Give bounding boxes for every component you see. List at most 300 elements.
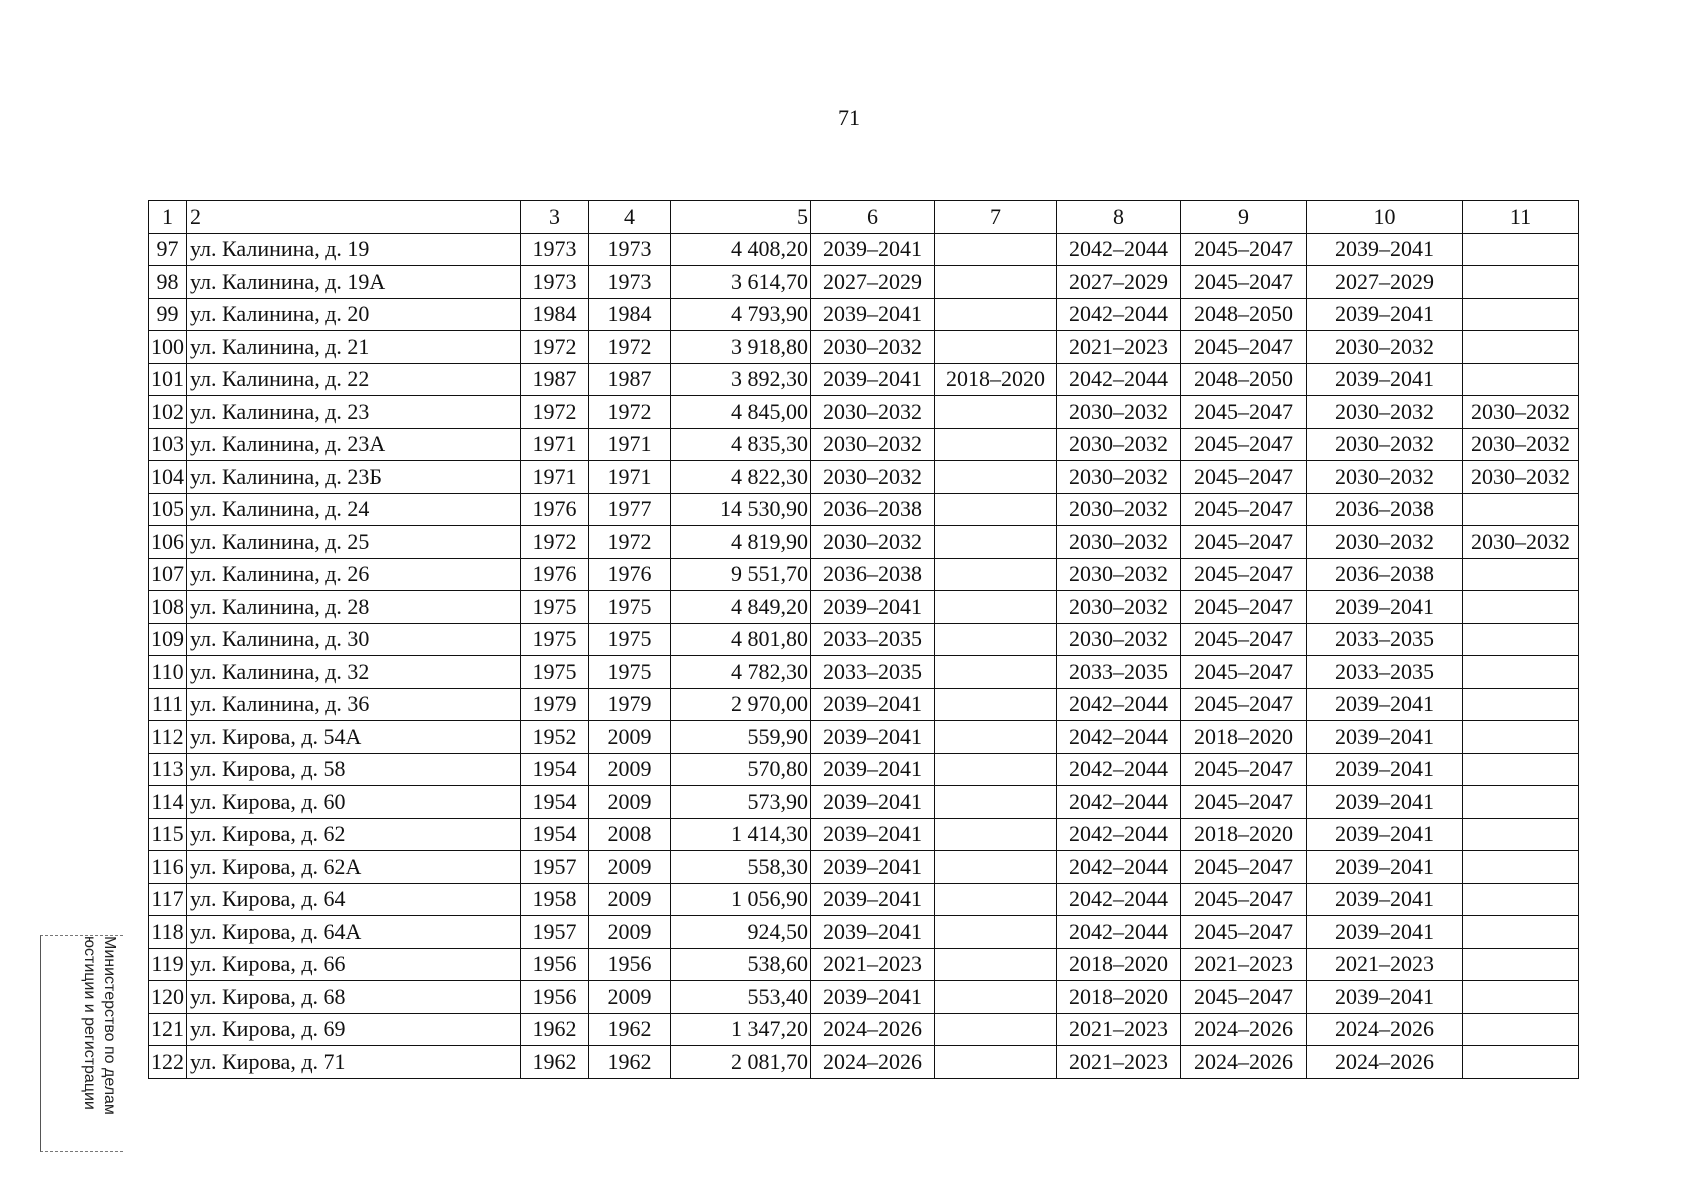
table-cell-col-11: 2030–2032 [1463, 526, 1579, 559]
column-header-6: 6 [811, 201, 935, 234]
table-cell-col-4: 2009 [589, 721, 671, 754]
table-cell-col-8: 2042–2044 [1057, 753, 1181, 786]
table-cell-col-2: ул. Кирова, д. 68 [187, 981, 521, 1014]
stamp-line: юстиции и регистрации [81, 936, 98, 1110]
table-cell-col-11 [1463, 688, 1579, 721]
table-cell-col-9: 2048–2050 [1181, 363, 1307, 396]
table-cell-col-10: 2033–2035 [1307, 623, 1463, 656]
table-cell-col-11 [1463, 786, 1579, 819]
table-cell-col-10: 2039–2041 [1307, 753, 1463, 786]
table-cell-col-11 [1463, 1046, 1579, 1079]
table-cell-col-8: 2042–2044 [1057, 688, 1181, 721]
table-cell-col-1: 107 [149, 558, 187, 591]
table-cell-col-9: 2045–2047 [1181, 623, 1307, 656]
table-cell-col-10: 2030–2032 [1307, 396, 1463, 429]
table-cell-col-1: 122 [149, 1046, 187, 1079]
table-cell-col-2: ул. Калинина, д. 23 [187, 396, 521, 429]
table-cell-col-3: 1958 [521, 883, 589, 916]
table-cell-col-7 [935, 558, 1057, 591]
table-cell-col-11 [1463, 298, 1579, 331]
table-cell-col-1: 106 [149, 526, 187, 559]
table-cell-col-5: 4 782,30 [671, 656, 811, 689]
table-cell-col-3: 1957 [521, 851, 589, 884]
table-cell-col-6: 2039–2041 [811, 916, 935, 949]
table-cell-col-5: 924,50 [671, 916, 811, 949]
table-cell-col-11 [1463, 883, 1579, 916]
table-cell-col-5: 558,30 [671, 851, 811, 884]
table-cell-col-1: 109 [149, 623, 187, 656]
table-row [149, 591, 1579, 624]
table-cell-col-9: 2048–2050 [1181, 298, 1307, 331]
table-cell-col-2: ул. Калинина, д. 21 [187, 331, 521, 364]
table-cell-col-2: ул. Кирова, д. 64 [187, 883, 521, 916]
table-cell-col-11 [1463, 753, 1579, 786]
table-cell-col-1: 103 [149, 428, 187, 461]
table-cell-col-10: 2039–2041 [1307, 786, 1463, 819]
table-cell-col-1: 97 [149, 233, 187, 266]
table-cell-col-10: 2039–2041 [1307, 883, 1463, 916]
table-cell-col-3: 1979 [521, 688, 589, 721]
table-cell-col-10: 2039–2041 [1307, 363, 1463, 396]
table-cell-col-11 [1463, 266, 1579, 299]
table-cell-col-1: 113 [149, 753, 187, 786]
table-cell-col-8: 2030–2032 [1057, 396, 1181, 429]
table-cell-col-2: ул. Калинина, д. 25 [187, 526, 521, 559]
table-cell-col-1: 105 [149, 493, 187, 526]
table-cell-col-2: ул. Кирова, д. 60 [187, 786, 521, 819]
table-cell-col-3: 1973 [521, 266, 589, 299]
table-cell-col-1: 120 [149, 981, 187, 1014]
table-cell-col-8: 2042–2044 [1057, 916, 1181, 949]
table-cell-col-5: 4 822,30 [671, 461, 811, 494]
table-cell-col-10: 2036–2038 [1307, 558, 1463, 591]
table-cell-col-9: 2045–2047 [1181, 851, 1307, 884]
table-cell-col-5: 4 801,80 [671, 623, 811, 656]
table-cell-col-6: 2030–2032 [811, 461, 935, 494]
table-cell-col-11 [1463, 558, 1579, 591]
table-cell-col-5: 1 056,90 [671, 883, 811, 916]
table-row [149, 786, 1579, 819]
table-cell-col-6: 2033–2035 [811, 656, 935, 689]
table-container [148, 200, 1579, 1079]
table-cell-col-9: 2045–2047 [1181, 591, 1307, 624]
table-cell-col-9: 2018–2020 [1181, 721, 1307, 754]
table-cell-col-11: 2030–2032 [1463, 461, 1579, 494]
table-cell-col-4: 1972 [589, 331, 671, 364]
table-cell-col-10: 2039–2041 [1307, 916, 1463, 949]
column-header-9: 9 [1181, 201, 1307, 234]
table-cell-col-8: 2030–2032 [1057, 526, 1181, 559]
table-cell-col-3: 1984 [521, 298, 589, 331]
table-cell-col-6: 2039–2041 [811, 688, 935, 721]
column-header-4: 4 [589, 201, 671, 234]
table-cell-col-7 [935, 688, 1057, 721]
table-cell-col-6: 2033–2035 [811, 623, 935, 656]
table-cell-col-10: 2039–2041 [1307, 298, 1463, 331]
table-cell-col-9: 2045–2047 [1181, 428, 1307, 461]
table-cell-col-7 [935, 461, 1057, 494]
table-cell-col-8: 2042–2044 [1057, 786, 1181, 819]
table-cell-col-3: 1975 [521, 623, 589, 656]
table-cell-col-1: 110 [149, 656, 187, 689]
table-cell-col-10: 2024–2026 [1307, 1046, 1463, 1079]
table-cell-col-9: 2045–2047 [1181, 396, 1307, 429]
table-cell-col-9: 2045–2047 [1181, 233, 1307, 266]
table-cell-col-8: 2042–2044 [1057, 233, 1181, 266]
table-cell-col-4: 1971 [589, 428, 671, 461]
table-cell-col-7 [935, 786, 1057, 819]
table-cell-col-6: 2039–2041 [811, 298, 935, 331]
table-cell-col-11 [1463, 1013, 1579, 1046]
table-cell-col-10: 2030–2032 [1307, 461, 1463, 494]
table-cell-col-4: 2009 [589, 753, 671, 786]
table-cell-col-7 [935, 396, 1057, 429]
table-cell-col-1: 108 [149, 591, 187, 624]
table-cell-col-5: 3 918,80 [671, 331, 811, 364]
table-cell-col-10: 2039–2041 [1307, 851, 1463, 884]
table-cell-col-6: 2030–2032 [811, 331, 935, 364]
column-header-1: 1 [149, 201, 187, 234]
table-cell-col-10: 2039–2041 [1307, 818, 1463, 851]
table-cell-col-4: 1971 [589, 461, 671, 494]
table-cell-col-7 [935, 331, 1057, 364]
table-cell-col-2: ул. Калинина, д. 23А [187, 428, 521, 461]
table-cell-col-4: 1973 [589, 266, 671, 299]
table-cell-col-8: 2042–2044 [1057, 883, 1181, 916]
table-cell-col-4: 2009 [589, 883, 671, 916]
table-cell-col-1: 112 [149, 721, 187, 754]
table-cell-col-5: 2 970,00 [671, 688, 811, 721]
table-cell-col-1: 99 [149, 298, 187, 331]
table-cell-col-2: ул. Кирова, д. 69 [187, 1013, 521, 1046]
table-cell-col-8: 2021–2023 [1057, 331, 1181, 364]
table-cell-col-8: 2018–2020 [1057, 981, 1181, 1014]
table-cell-col-3: 1962 [521, 1013, 589, 1046]
table-row [149, 1013, 1579, 1046]
table-row [149, 656, 1579, 689]
table-cell-col-7 [935, 591, 1057, 624]
table-cell-col-2: ул. Калинина, д. 32 [187, 656, 521, 689]
table-cell-col-5: 1 347,20 [671, 1013, 811, 1046]
table-cell-col-2: ул. Калинина, д. 19 [187, 233, 521, 266]
column-header-3: 3 [521, 201, 589, 234]
table-cell-col-4: 1976 [589, 558, 671, 591]
table-cell-col-7 [935, 623, 1057, 656]
table-cell-col-10: 2039–2041 [1307, 981, 1463, 1014]
table-cell-col-6: 2039–2041 [811, 818, 935, 851]
column-header-5: 5 [671, 201, 811, 234]
table-cell-col-3: 1957 [521, 916, 589, 949]
table-cell-col-11: 2030–2032 [1463, 396, 1579, 429]
table-row [149, 916, 1579, 949]
table-cell-col-6: 2036–2038 [811, 558, 935, 591]
table-cell-col-4: 1972 [589, 526, 671, 559]
registration-stamp [40, 935, 123, 1152]
table-cell-col-11 [1463, 656, 1579, 689]
table-cell-col-4: 2009 [589, 981, 671, 1014]
table-cell-col-4: 2009 [589, 786, 671, 819]
table-cell-col-8: 2030–2032 [1057, 461, 1181, 494]
table-cell-col-4: 1972 [589, 396, 671, 429]
table-cell-col-8: 2030–2032 [1057, 558, 1181, 591]
table-cell-col-5: 570,80 [671, 753, 811, 786]
table-cell-col-8: 2018–2020 [1057, 948, 1181, 981]
table-cell-col-11 [1463, 721, 1579, 754]
table-cell-col-2: ул. Калинина, д. 30 [187, 623, 521, 656]
table-cell-col-1: 116 [149, 851, 187, 884]
table-cell-col-4: 1975 [589, 591, 671, 624]
table-row [149, 623, 1579, 656]
table-row [149, 818, 1579, 851]
table-row [149, 363, 1579, 396]
table-cell-col-1: 101 [149, 363, 187, 396]
table-cell-col-7: 2018–2020 [935, 363, 1057, 396]
table-cell-col-11: 2030–2032 [1463, 428, 1579, 461]
table-cell-col-7 [935, 916, 1057, 949]
table-cell-col-6: 2030–2032 [811, 428, 935, 461]
table-cell-col-3: 1975 [521, 656, 589, 689]
table-cell-col-8: 2021–2023 [1057, 1046, 1181, 1079]
table-cell-col-7 [935, 233, 1057, 266]
table-cell-col-10: 2039–2041 [1307, 233, 1463, 266]
table-cell-col-7 [935, 656, 1057, 689]
table-cell-col-10: 2030–2032 [1307, 526, 1463, 559]
table-cell-col-6: 2030–2032 [811, 526, 935, 559]
table-cell-col-6: 2036–2038 [811, 493, 935, 526]
table-cell-col-9: 2045–2047 [1181, 493, 1307, 526]
table-cell-col-6: 2024–2026 [811, 1013, 935, 1046]
table-row [149, 753, 1579, 786]
table-cell-col-6: 2039–2041 [811, 753, 935, 786]
table-cell-col-8: 2030–2032 [1057, 623, 1181, 656]
table-cell-col-9: 2045–2047 [1181, 656, 1307, 689]
table-cell-col-9: 2018–2020 [1181, 818, 1307, 851]
table-cell-col-9: 2045–2047 [1181, 526, 1307, 559]
table-cell-col-6: 2039–2041 [811, 786, 935, 819]
table-cell-col-4: 2009 [589, 851, 671, 884]
table-cell-col-7 [935, 298, 1057, 331]
table-cell-col-3: 1972 [521, 526, 589, 559]
table-cell-col-2: ул. Кирова, д. 62 [187, 818, 521, 851]
table-cell-col-10: 2027–2029 [1307, 266, 1463, 299]
column-header-2: 2 [187, 201, 521, 234]
table-cell-col-2: ул. Калинина, д. 19А [187, 266, 521, 299]
table-cell-col-9: 2045–2047 [1181, 266, 1307, 299]
table-cell-col-1: 115 [149, 818, 187, 851]
table-cell-col-8: 2042–2044 [1057, 818, 1181, 851]
table-cell-col-3: 1976 [521, 493, 589, 526]
table-row [149, 331, 1579, 364]
table-cell-col-1: 111 [149, 688, 187, 721]
table-row [149, 233, 1579, 266]
table-cell-col-1: 121 [149, 1013, 187, 1046]
column-header-7: 7 [935, 201, 1057, 234]
table-cell-col-10: 2039–2041 [1307, 591, 1463, 624]
table-cell-col-8: 2030–2032 [1057, 428, 1181, 461]
table-row [149, 1046, 1579, 1079]
table-cell-col-1: 119 [149, 948, 187, 981]
table-cell-col-4: 1977 [589, 493, 671, 526]
table-cell-col-6: 2027–2029 [811, 266, 935, 299]
table-cell-col-5: 3 614,70 [671, 266, 811, 299]
table-row [149, 396, 1579, 429]
table-cell-col-5: 4 793,90 [671, 298, 811, 331]
table-cell-col-10: 2030–2032 [1307, 331, 1463, 364]
table-cell-col-8: 2030–2032 [1057, 493, 1181, 526]
table-cell-col-11 [1463, 493, 1579, 526]
column-number-header-row [149, 201, 1579, 234]
table-cell-col-4: 1975 [589, 623, 671, 656]
table-cell-col-11 [1463, 331, 1579, 364]
table-cell-col-3: 1975 [521, 591, 589, 624]
table-cell-col-4: 1979 [589, 688, 671, 721]
table-cell-col-9: 2045–2047 [1181, 883, 1307, 916]
table-cell-col-8: 2030–2032 [1057, 591, 1181, 624]
table-cell-col-9: 2045–2047 [1181, 461, 1307, 494]
table-cell-col-6: 2024–2026 [811, 1046, 935, 1079]
table-cell-col-8: 2033–2035 [1057, 656, 1181, 689]
table-cell-col-1: 98 [149, 266, 187, 299]
table-cell-col-10: 2033–2035 [1307, 656, 1463, 689]
table-cell-col-11 [1463, 818, 1579, 851]
table-cell-col-9: 2024–2026 [1181, 1013, 1307, 1046]
table-cell-col-3: 1972 [521, 396, 589, 429]
table-cell-col-9: 2045–2047 [1181, 916, 1307, 949]
table-cell-col-2: ул. Калинина, д. 23Б [187, 461, 521, 494]
table-cell-col-9: 2045–2047 [1181, 981, 1307, 1014]
table-cell-col-5: 553,40 [671, 981, 811, 1014]
table-cell-col-10: 2039–2041 [1307, 721, 1463, 754]
column-header-10: 10 [1307, 201, 1463, 234]
table-cell-col-9: 2045–2047 [1181, 786, 1307, 819]
table-cell-col-3: 1954 [521, 753, 589, 786]
table-cell-col-4: 1962 [589, 1046, 671, 1079]
table-cell-col-2: ул. Кирова, д. 62А [187, 851, 521, 884]
table-cell-col-1: 102 [149, 396, 187, 429]
table-row [149, 493, 1579, 526]
table-cell-col-11 [1463, 363, 1579, 396]
table-cell-col-5: 4 819,90 [671, 526, 811, 559]
table-row [149, 266, 1579, 299]
table-cell-col-6: 2039–2041 [811, 721, 935, 754]
table-cell-col-7 [935, 883, 1057, 916]
table-cell-col-11 [1463, 851, 1579, 884]
table-cell-col-6: 2039–2041 [811, 363, 935, 396]
page-number: 71 [838, 105, 860, 130]
table-cell-col-9: 2021–2023 [1181, 948, 1307, 981]
table-cell-col-4: 1975 [589, 656, 671, 689]
table-cell-col-6: 2021–2023 [811, 948, 935, 981]
table-cell-col-11 [1463, 916, 1579, 949]
table-cell-col-2: ул. Кирова, д. 58 [187, 753, 521, 786]
table-cell-col-7 [935, 493, 1057, 526]
data-table [148, 200, 1579, 1079]
table-cell-col-3: 1971 [521, 461, 589, 494]
table-cell-col-2: ул. Кирова, д. 71 [187, 1046, 521, 1079]
table-cell-col-5: 4 408,20 [671, 233, 811, 266]
table-cell-col-5: 573,90 [671, 786, 811, 819]
table-body [149, 233, 1579, 1078]
table-cell-col-7 [935, 526, 1057, 559]
table-cell-col-10: 2036–2038 [1307, 493, 1463, 526]
table-cell-col-10: 2030–2032 [1307, 428, 1463, 461]
stamp-line: Министерство по делам [101, 936, 118, 1115]
table-cell-col-8: 2021–2023 [1057, 1013, 1181, 1046]
table-cell-col-3: 1971 [521, 428, 589, 461]
table-cell-col-4: 1962 [589, 1013, 671, 1046]
table-cell-col-8: 2042–2044 [1057, 363, 1181, 396]
table-cell-col-8: 2042–2044 [1057, 298, 1181, 331]
table-cell-col-3: 1954 [521, 818, 589, 851]
table-cell-col-9: 2045–2047 [1181, 753, 1307, 786]
table-cell-col-10: 2021–2023 [1307, 948, 1463, 981]
table-cell-col-5: 1 414,30 [671, 818, 811, 851]
table-cell-col-10: 2039–2041 [1307, 688, 1463, 721]
table-cell-col-1: 117 [149, 883, 187, 916]
stamp-text [49, 936, 119, 1146]
table-cell-col-4: 2009 [589, 916, 671, 949]
table-cell-col-2: ул. Кирова, д. 54А [187, 721, 521, 754]
table-cell-col-5: 4 835,30 [671, 428, 811, 461]
table-cell-col-9: 2024–2026 [1181, 1046, 1307, 1079]
table-cell-col-5: 4 849,20 [671, 591, 811, 624]
table-row [149, 851, 1579, 884]
table-row [149, 883, 1579, 916]
table-cell-col-3: 1956 [521, 981, 589, 1014]
table-cell-col-11 [1463, 233, 1579, 266]
table-cell-col-1: 104 [149, 461, 187, 494]
table-cell-col-7 [935, 851, 1057, 884]
table-cell-col-2: ул. Калинина, д. 36 [187, 688, 521, 721]
table-cell-col-2: ул. Кирова, д. 66 [187, 948, 521, 981]
table-cell-col-6: 2039–2041 [811, 233, 935, 266]
table-cell-col-2: ул. Кирова, д. 64А [187, 916, 521, 949]
table-row [149, 428, 1579, 461]
table-cell-col-7 [935, 1013, 1057, 1046]
table-row [149, 526, 1579, 559]
table-row [149, 298, 1579, 331]
table-cell-col-10: 2024–2026 [1307, 1013, 1463, 1046]
table-cell-col-1: 114 [149, 786, 187, 819]
table-cell-col-7 [935, 981, 1057, 1014]
table-cell-col-6: 2030–2032 [811, 396, 935, 429]
table-cell-col-8: 2042–2044 [1057, 851, 1181, 884]
table-row [149, 721, 1579, 754]
table-cell-col-6: 2039–2041 [811, 981, 935, 1014]
table-cell-col-4: 1973 [589, 233, 671, 266]
table-cell-col-7 [935, 948, 1057, 981]
table-cell-col-4: 2008 [589, 818, 671, 851]
table-cell-col-3: 1976 [521, 558, 589, 591]
table-cell-col-6: 2039–2041 [811, 591, 935, 624]
table-cell-col-5: 2 081,70 [671, 1046, 811, 1079]
table-cell-col-3: 1987 [521, 363, 589, 396]
table-cell-col-3: 1954 [521, 786, 589, 819]
table-cell-col-6: 2039–2041 [811, 883, 935, 916]
table-row [149, 948, 1579, 981]
table-cell-col-2: ул. Калинина, д. 24 [187, 493, 521, 526]
table-cell-col-7 [935, 721, 1057, 754]
table-cell-col-3: 1972 [521, 331, 589, 364]
table-cell-col-9: 2045–2047 [1181, 688, 1307, 721]
table-cell-col-11 [1463, 623, 1579, 656]
table-cell-col-7 [935, 818, 1057, 851]
table-cell-col-7 [935, 266, 1057, 299]
table-cell-col-3: 1952 [521, 721, 589, 754]
table-cell-col-5: 538,60 [671, 948, 811, 981]
table-cell-col-2: ул. Калинина, д. 28 [187, 591, 521, 624]
table-cell-col-1: 118 [149, 916, 187, 949]
